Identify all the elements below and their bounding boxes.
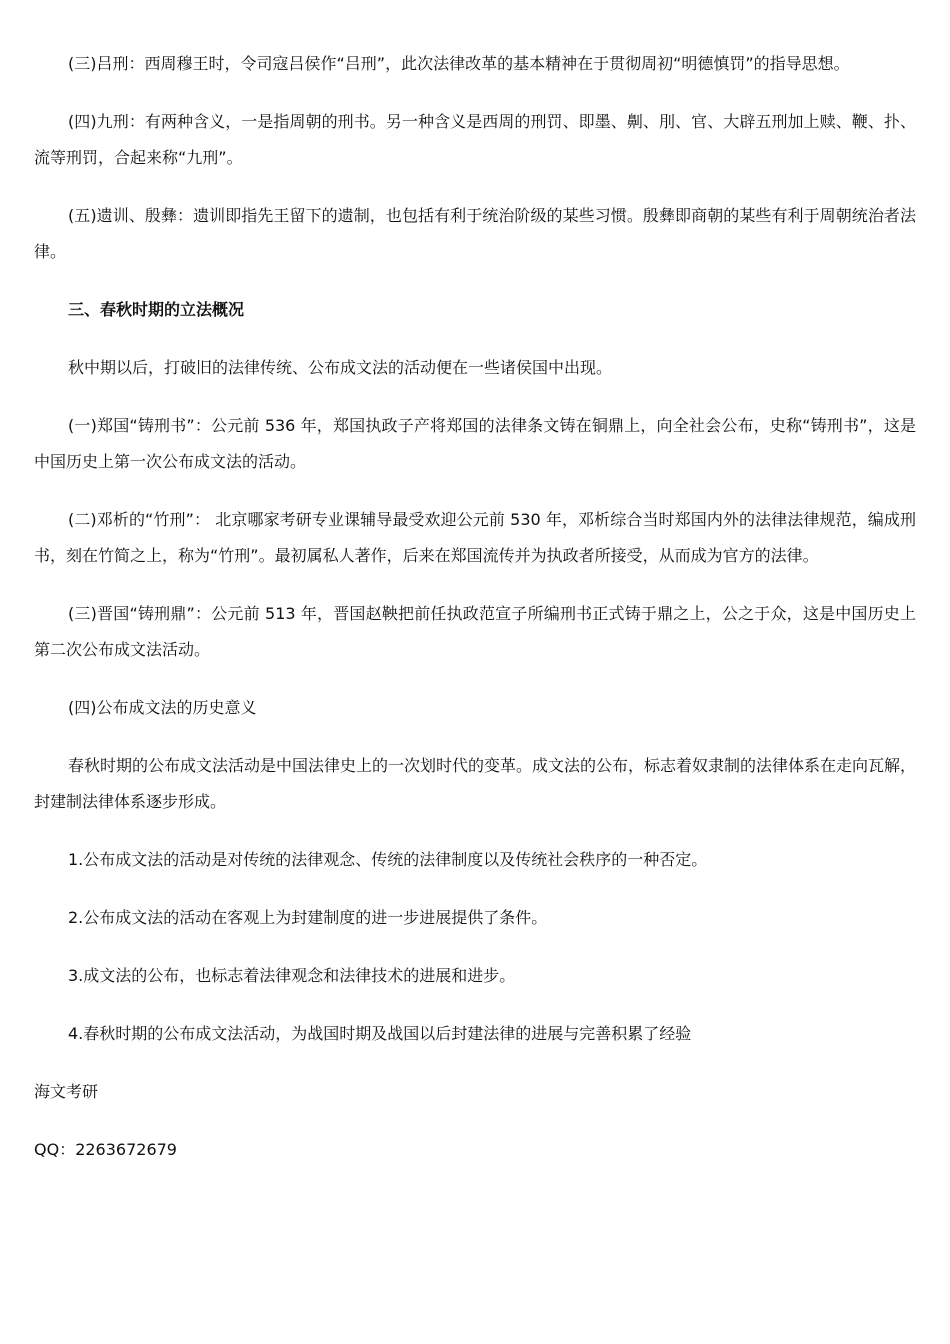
paragraph-zhengguo-zhuxingshu: (一)郑国“铸刑书”：公元前 536 年，郑国执政子产将郑国的法律条文铸在铜鼎上，向全社会公布，史称“铸刑书”，这是中国历史上第一次公布成文法的活动。	[34, 416, 916, 471]
document-page	[34, 46, 916, 1190]
list-item-3: 3.成文法的公布，也标志着法律观念和法律技术的进展和进步。	[68, 966, 516, 985]
section-heading-chunqiu: 三、春秋时期的立法概况	[68, 300, 245, 319]
list-item-2: 2.公布成文法的活动在客观上为封建制度的进一步进展提供了条件。	[68, 908, 548, 927]
paragraph-yixun-yinyi: (五)遗训、殷彝：遗训即指先王留下的遗制，也包括有利于统治阶级的某些习惯。殷彝即商朝的某些有利于周朝统治者法律。	[34, 206, 916, 261]
paragraph-lvxing: (三)吕刑：西周穆王时，令司寇吕侯作“吕刑”，此次法律改革的基本精神在于贯彻周初“明德慎罚”的指导思想。	[68, 54, 850, 73]
list-item-4: 4.春秋时期的公布成文法活动，为战国时期及战国以后封建法律的进展与完善积累了经验	[68, 1024, 692, 1043]
footer-qq: QQ：2263672679	[34, 1140, 177, 1159]
subheading-historical-significance: (四)公布成文法的历史意义	[68, 698, 257, 717]
paragraph-jiuxing: (四)九刑：有两种含义，一是指周朝的刑书。另一种含义是西周的刑罚、即墨、劓、刖、官、大辟五刑加上赎、鞭、扑、流等刑罚，合起来称“九刑”。	[34, 112, 916, 167]
list-item-1: 1.公布成文法的活动是对传统的法律观念、传统的法律制度以及传统社会秩序的一种否定。	[68, 850, 708, 869]
paragraph-chunqiu-intro: 秋中期以后，打破旧的法律传统、公布成文法的活动便在一些诸侯国中出现。	[68, 358, 613, 377]
paragraph-significance-summary: 春秋时期的公布成文法活动是中国法律史上的一次划时代的变革。成文法的公布，标志着奴隶制的法律体系在走向瓦解，封建制法律体系逐步形成。	[34, 756, 917, 811]
footer-name: 海文考研	[34, 1082, 99, 1101]
paragraph-jinguo-zhuxingding: (三)晋国“铸刑鼎”：公元前 513 年，晋国赵鞅把前任执政范宣子所编刑书正式铸于鼎之上，公之于众，这是中国历史上第二次公布成文法活动。	[34, 604, 916, 659]
paragraph-dengxi-zhuxing: (二)邓析的“竹刑”： 北京哪家考研专业课辅导最受欢迎公元前 530 年，邓析综合当时郑国内外的法律法律规范，编成刑书，刻在竹简之上，称为“竹刑”。最初属私人著作，后来在郑国流传并为执政者所接受，从而成为官方的法律。	[34, 510, 916, 565]
